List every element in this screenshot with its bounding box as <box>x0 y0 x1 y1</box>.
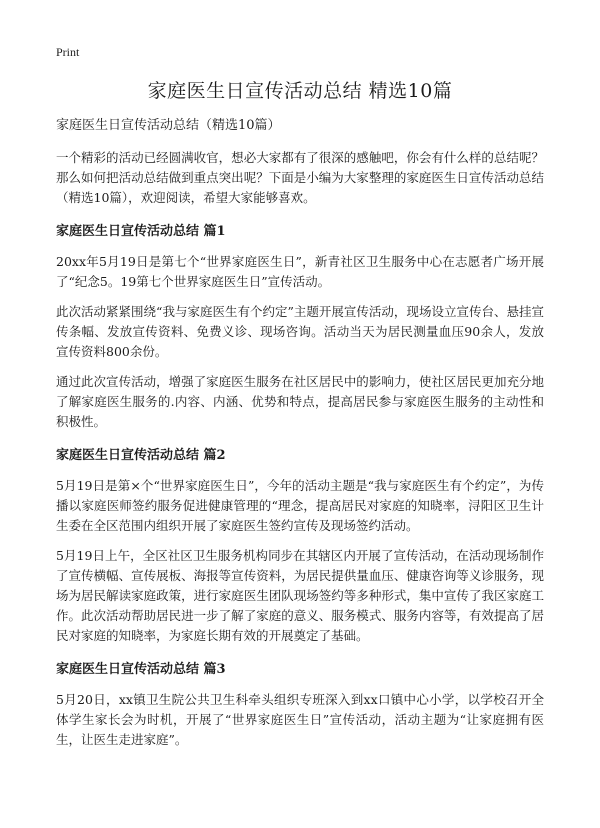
section-2-paragraph-2: 5月19日上午，全区社区卫生服务机构同步在其辖区内开展了宣传活动，在活动现场制作了宣传横幅、宣传展板、海报等宣传资料，为居民提供量血压、健康咨询等义诊服务，现场为居民解读家庭政策，进行家庭医生团队现场签约等多种形式，集中宣传了我区家庭工作。此次活动帮助居民进一步了解了家庭的意义、服务模式、服务内容等，有效提高了居民对家庭的知晓率，为家庭长期有效的开展奠定了基础。 <box>56 548 544 643</box>
page-subtitle: 家庭医生日宣传活动总结（精选10篇） <box>56 118 281 133</box>
print-label[interactable]: Print <box>56 45 80 59</box>
section-3-paragraph-1: 5月20日，xx镇卫生院公共卫生科牵头组织专班深入到xx口镇中心小学，以学校召开全体学生家长会为时机，开展了“世界家庭医生日”宣传活动，活动主题为“让家庭拥有医生，让医生走进家庭”。 <box>56 692 544 747</box>
section-heading-1: 家庭医生日宣传活动总结 篇1 <box>56 224 226 239</box>
section-1-paragraph-2: 此次活动紧紧围绕“我与家庭医生有个约定”主题开展宣传活动，现场设立宣传台、悬挂宣传条幅、发放宣传资料、免费义诊、现场咨询。活动当天为居民测量血压90余人，发放宣传资料800余份。 <box>56 304 544 359</box>
section-heading-3: 家庭医生日宣传活动总结 篇3 <box>56 662 226 677</box>
page-title: 家庭医生日宣传活动总结 精选10篇 <box>147 80 453 102</box>
section-1-paragraph-3: 通过此次宣传活动，增强了家庭医生服务在社区居民中的影响力，使社区居民更加充分地了解家庭医生服务的.内容、内涵、优势和特点，提高居民参与家庭医生服务的主动性和积极性。 <box>56 374 544 429</box>
section-1-paragraph-1: 20xx年5月19日是第七个“世界家庭医生日”，新青社区卫生服务中心在志愿者广场开展了“纪念5。19第七个世界家庭医生日”宣传活动。 <box>56 254 544 289</box>
section-heading-2: 家庭医生日宣传活动总结 篇2 <box>56 448 226 463</box>
intro-paragraph: 一个精彩的活动已经圆满收官，想必大家都有了很深的感触吧，你会有什么样的总结呢？那么如何把活动总结做到重点突出呢？下面是小编为大家整理的家庭医生日宣传活动总结（精选10篇），欢迎阅读，希望大家能够喜欢。 <box>56 150 544 205</box>
section-2-paragraph-1: 5月19日是第×个“世界家庭医生日”，今年的活动主题是“我与家庭医生有个约定”，为传播以家庭医师签约服务促进健康管理的“理念，提高居民对家庭的知晓率，浔阳区卫生计生委在全区范围内组织开展了家庭医生签约宣传及现场签约活动。 <box>56 478 544 533</box>
